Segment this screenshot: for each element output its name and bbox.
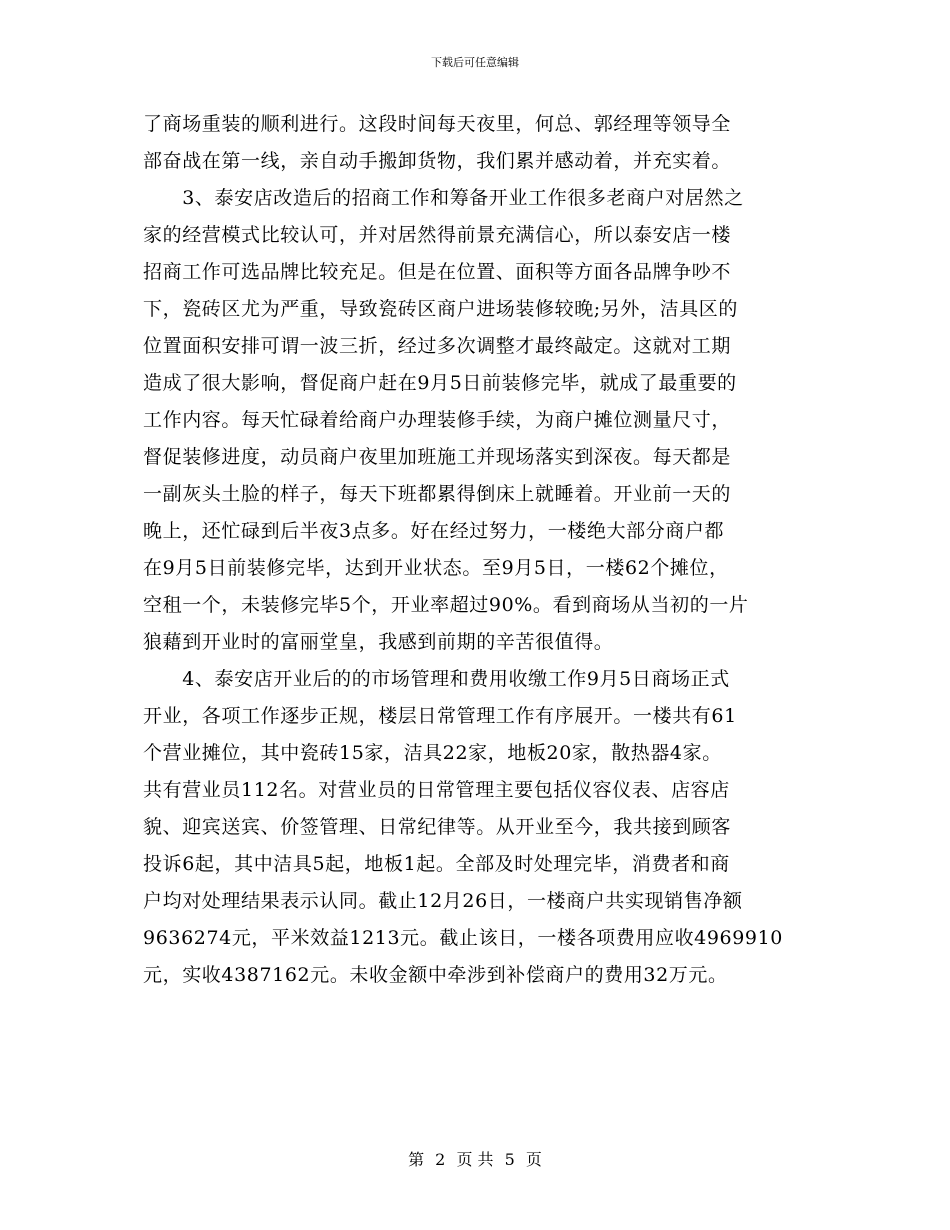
footer-middle: 页 共 (456, 1150, 494, 1169)
text-line: 3、泰安店改造后的招商工作和筹备开业工作很多老商户对居然之 (143, 187, 744, 209)
text-line: 部奋战在第一线，亲自动手搬卸货物，我们累并感动着，并充实着。 (143, 150, 732, 172)
footer-prefix: 第 (408, 1150, 425, 1169)
document-body (143, 106, 809, 994)
text-line: 工作内容。每天忙碌着给商户办理装修手续，为商户摊位测量尺寸， (143, 409, 732, 431)
page-number: 2 (435, 1150, 446, 1169)
text-line: 貌、迎宾送宾、价签管理、日常纪律等。从开业至今，我共接到顾客 (143, 816, 732, 838)
text-line: 了商场重装的顺利进行。这段时间每天夜里，何总、郭经理等领导全 (143, 113, 732, 135)
text-line: 户均对处理结果表示认同。截止12月26日，一楼商户共实现销售净额 (143, 890, 743, 912)
text-line: 投诉6起，其中洁具5起，地板1起。全部及时处理完毕，消费者和商 (143, 853, 730, 875)
text-line: 督促装修进度，动员商户夜里加班施工并现场落实到深夜。每天都是 (143, 446, 732, 468)
page-total: 5 (504, 1150, 515, 1169)
text-line: 元，实收4387162元。未收金额中牵涉到补偿商户的费用32万元。 (143, 964, 728, 986)
text-line: 晚上，还忙碌到后半夜3点多。好在经过努力，一楼绝大部分商户都 (143, 520, 725, 542)
text-line: 下，瓷砖区尤为严重，导致瓷砖区商户进场装修较晚;另外，洁具区的 (143, 298, 739, 320)
text-line: 一副灰头土脸的样子，每天下班都累得倒床上就睡着。开业前一天的 (143, 483, 732, 505)
page-footer (0, 1147, 950, 1170)
text-line: 家的经营模式比较认可，并对居然得前景充满信心，所以泰安店一楼 (143, 224, 732, 246)
text-line: 在9月5日前装修完毕，达到开业状态。至9月5日，一楼62个摊位， (143, 557, 729, 579)
text-line: 空租一个，未装修完毕5个，开业率超过90%。看到商场从当初的一片 (143, 594, 749, 616)
text-line: 个营业摊位，其中瓷砖15家，洁具22家，地板20家，散热器4家。 (143, 742, 722, 764)
footer-suffix: 页 (525, 1150, 542, 1169)
text-line: 招商工作可选品牌比较充足。但是在位置、面积等方面各品牌争吵不 (143, 261, 732, 283)
text-line: 4、泰安店开业后的的市场管理和费用收缴工作9月5日商场正式 (143, 668, 730, 690)
text-line: 造成了很大影响，督促商户赶在9月5日前装修完毕，就成了最重要的 (143, 372, 737, 394)
text-line: 狼藉到开业时的富丽堂皇，我感到前期的辛苦很值得。 (143, 631, 614, 653)
page-header: 下载后可任意编辑 (431, 56, 519, 69)
text-line: 共有营业员112名。对营业员的日常管理主要包括仪容仪表、店容店 (143, 779, 730, 801)
text-line: 9636274元，平米效益1213元。截止该日，一楼各项费用应收4969910 (143, 927, 783, 949)
text-line: 位置面积安排可谓一波三折，经过多次调整才最终敲定。这就对工期 (143, 335, 732, 357)
text-line: 开业，各项工作逐步正规，楼层日常管理工作有序展开。一楼共有61 (143, 705, 737, 727)
